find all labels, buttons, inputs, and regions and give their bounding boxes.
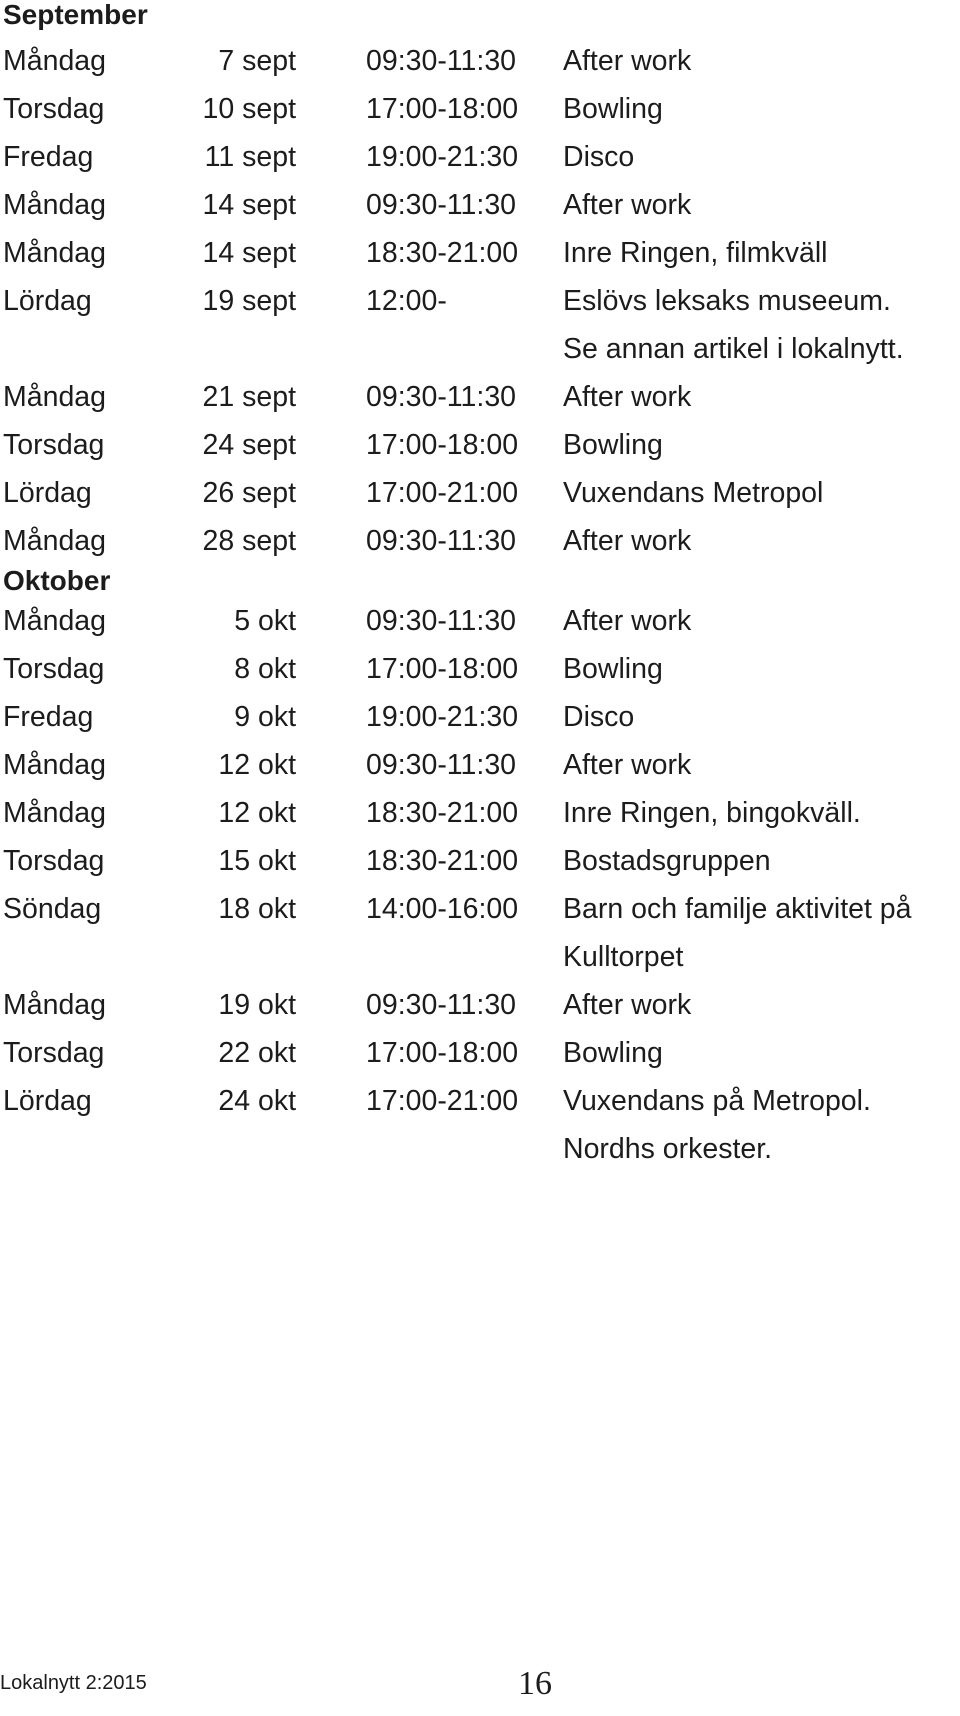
activity xyxy=(563,1029,663,1077)
date: 24 okt xyxy=(218,1085,296,1117)
activity xyxy=(563,789,861,837)
weekday: Måndag xyxy=(3,381,106,413)
schedule-row xyxy=(3,181,953,229)
activity xyxy=(563,85,663,133)
time-range: 09:30-11:30 xyxy=(366,989,517,1021)
weekday: Torsdag xyxy=(3,1037,105,1069)
schedule-list xyxy=(3,597,953,1173)
activity xyxy=(563,133,634,181)
activity xyxy=(563,645,663,693)
weekday: Måndag xyxy=(3,525,106,557)
schedule-row xyxy=(3,693,953,741)
date: 9 okt xyxy=(234,701,296,733)
date: 18 okt xyxy=(218,893,296,925)
date: 24 sept xyxy=(202,429,296,461)
activity-line: After work xyxy=(563,189,692,221)
activity xyxy=(563,885,912,981)
date: 15 okt xyxy=(218,845,296,877)
activity xyxy=(563,981,691,1029)
date: 8 okt xyxy=(234,653,296,685)
activity-line: After work xyxy=(563,749,692,781)
schedule-row xyxy=(3,517,953,565)
weekday: Måndag xyxy=(3,45,106,77)
activity-line: Nordhs orkester. xyxy=(563,1133,773,1165)
weekday: Fredag xyxy=(3,141,94,173)
section-title: Oktober xyxy=(3,565,111,596)
schedule-list xyxy=(3,37,953,565)
weekday: Måndag xyxy=(3,237,106,269)
time-range: 09:30-11:30 xyxy=(366,381,517,413)
page-number: 16 xyxy=(518,1665,552,1702)
activity xyxy=(563,277,904,373)
activity xyxy=(563,693,634,741)
weekday: Torsdag xyxy=(3,429,105,461)
schedule-row xyxy=(3,837,953,885)
schedule-row xyxy=(3,885,953,981)
date: 14 sept xyxy=(202,237,296,269)
activity-line: Vuxendans på Metropol. xyxy=(563,1085,871,1117)
time-range: 09:30-11:30 xyxy=(366,45,517,77)
schedule-row xyxy=(3,981,953,1029)
schedule-row xyxy=(3,85,953,133)
activity-line: Inre Ringen, bingokväll. xyxy=(563,797,861,829)
activity-line: After work xyxy=(563,989,692,1021)
date: 26 sept xyxy=(202,477,296,509)
activity-line: Se annan artikel i lokalnytt. xyxy=(563,333,904,365)
activity xyxy=(563,373,691,421)
schedule-row xyxy=(3,37,953,85)
weekday: Lördag xyxy=(3,477,92,509)
weekday: Lördag xyxy=(3,285,92,317)
date: 19 sept xyxy=(202,285,296,317)
time-range: 17:00-18:00 xyxy=(366,1037,519,1069)
time-range: 19:00-21:30 xyxy=(366,701,519,733)
weekday: Lördag xyxy=(3,1085,92,1117)
date: 12 okt xyxy=(218,797,296,829)
time-range: 14:00-16:00 xyxy=(366,893,519,925)
weekday: Måndag xyxy=(3,989,106,1021)
date: 7 sept xyxy=(218,45,296,77)
activity xyxy=(563,421,663,469)
schedule-row xyxy=(3,1077,953,1173)
activity-line: Barn och familje aktivitet på xyxy=(563,893,912,925)
weekday: Söndag xyxy=(3,893,102,925)
activity xyxy=(563,1077,871,1173)
time-range: 17:00-18:00 xyxy=(366,93,519,125)
activity-line: Vuxendans Metropol xyxy=(563,477,824,509)
section-oktober xyxy=(3,566,953,1173)
schedule-row xyxy=(3,277,953,373)
time-range: 18:30-21:00 xyxy=(366,237,519,269)
activity-line: Bowling xyxy=(563,653,663,685)
activity-line: Disco xyxy=(563,701,635,733)
weekday: Torsdag xyxy=(3,93,105,125)
time-range: 09:30-11:30 xyxy=(366,605,517,637)
schedule-row xyxy=(3,229,953,277)
weekday: Torsdag xyxy=(3,845,105,877)
weekday: Måndag xyxy=(3,189,106,221)
date: 28 sept xyxy=(202,525,296,557)
weekday: Måndag xyxy=(3,797,106,829)
schedule-row xyxy=(3,421,953,469)
date: 10 sept xyxy=(202,93,296,125)
time-range: 09:30-11:30 xyxy=(366,525,517,557)
date: 5 okt xyxy=(234,605,296,637)
schedule-row xyxy=(3,133,953,181)
time-range: 18:30-21:00 xyxy=(366,845,519,877)
activity-line: After work xyxy=(563,605,692,637)
date: 12 okt xyxy=(218,749,296,781)
time-range: 09:30-11:30 xyxy=(366,749,517,781)
date: 14 sept xyxy=(202,189,296,221)
publication-name: Lokalnytt 2:2015 xyxy=(0,1672,147,1694)
schedule-row xyxy=(3,1029,953,1077)
activity-line: Bowling xyxy=(563,93,663,125)
time-range: 12:00- xyxy=(366,285,447,317)
schedule-row xyxy=(3,469,953,517)
time-range: 19:00-21:30 xyxy=(366,141,519,173)
weekday: Måndag xyxy=(3,749,106,781)
weekday: Torsdag xyxy=(3,653,105,685)
time-range: 18:30-21:00 xyxy=(366,797,519,829)
activity-line: Disco xyxy=(563,141,635,173)
activity-line: Inre Ringen, filmkväll xyxy=(563,237,828,269)
weekday: Fredag xyxy=(3,701,94,733)
activity xyxy=(563,181,691,229)
activity-line: Kulltorpet xyxy=(563,941,684,973)
activity xyxy=(563,469,823,517)
date: 21 sept xyxy=(202,381,296,413)
section-september xyxy=(3,0,953,565)
activity xyxy=(563,517,691,565)
time-range: 17:00-18:00 xyxy=(366,429,519,461)
activity-line: After work xyxy=(563,381,692,413)
activity-line: Bowling xyxy=(563,1037,663,1069)
activity-line: Bowling xyxy=(563,429,663,461)
schedule-row xyxy=(3,373,953,421)
activity-line: Bostadsgruppen xyxy=(563,845,771,877)
time-range: 09:30-11:30 xyxy=(366,189,517,221)
date: 11 sept xyxy=(204,141,296,173)
date: 22 okt xyxy=(218,1037,296,1069)
section-title: September xyxy=(3,0,148,30)
schedule-row xyxy=(3,645,953,693)
activity-line: After work xyxy=(563,45,692,77)
schedule-row xyxy=(3,597,953,645)
time-range: 17:00-21:00 xyxy=(366,477,519,509)
activity xyxy=(563,597,691,645)
activity xyxy=(563,229,828,277)
activity xyxy=(563,837,771,885)
activity-line: After work xyxy=(563,525,692,557)
weekday: Måndag xyxy=(3,605,106,637)
activity xyxy=(563,37,691,85)
date: 19 okt xyxy=(218,989,296,1021)
time-range: 17:00-18:00 xyxy=(366,653,519,685)
time-range: 17:00-21:00 xyxy=(366,1085,519,1117)
activity-line: Eslövs leksaks museeum. xyxy=(563,285,891,317)
schedule-row xyxy=(3,789,953,837)
schedule-row xyxy=(3,741,953,789)
activity xyxy=(563,741,691,789)
